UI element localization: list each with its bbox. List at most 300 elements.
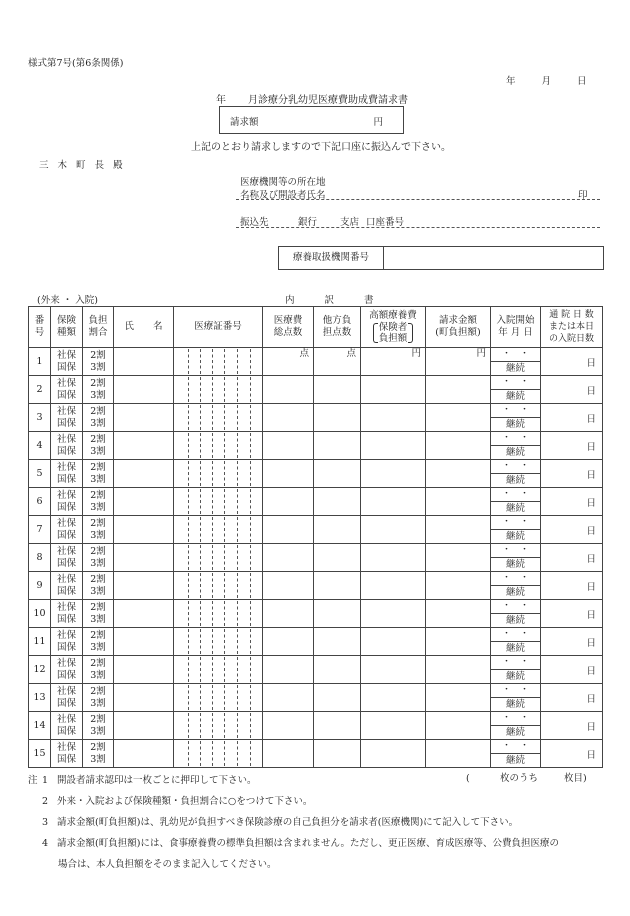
breakdown-title [285, 292, 374, 306]
insurance-option-kokuho[interactable]: 国保 [56, 557, 76, 569]
high-cost-cell[interactable] [361, 544, 426, 572]
ratio-option-2[interactable]: 2割 [90, 601, 106, 613]
header-admission-start: 入院開始 年 月 日 [491, 307, 541, 348]
high-cost-cell[interactable] [361, 432, 426, 460]
ratio-option-3[interactable]: 3割 [90, 417, 106, 429]
continuation-label[interactable]: 継続 [505, 755, 525, 766]
institution-number-box [278, 246, 604, 270]
admission-start-cell[interactable] [491, 628, 541, 656]
days-cell[interactable] [541, 684, 603, 712]
sheet-of-label: 枚のうち [500, 773, 539, 784]
other-points-cell[interactable] [314, 544, 361, 572]
burden-ratio-cell[interactable] [83, 572, 114, 600]
card-number-cell[interactable] [174, 712, 263, 740]
insurance-type-cell[interactable] [51, 712, 83, 740]
card-number-cell[interactable] [174, 376, 263, 404]
burden-ratio-cell[interactable] [83, 600, 114, 628]
other-points-cell[interactable] [314, 516, 361, 544]
name-cell[interactable] [114, 516, 174, 544]
name-cell[interactable] [114, 404, 174, 432]
total-points-cell[interactable] [263, 740, 314, 768]
insurance-type-cell[interactable] [51, 656, 83, 684]
days-cell[interactable] [541, 544, 603, 572]
high-cost-cell[interactable] [361, 488, 426, 516]
burden-ratio-cell[interactable] [83, 544, 114, 572]
claim-amount-cell[interactable] [426, 684, 491, 712]
total-points-cell[interactable] [263, 404, 314, 432]
card-number-cell[interactable] [174, 572, 263, 600]
name-cell[interactable] [114, 628, 174, 656]
continuation-label[interactable]: 継続 [505, 503, 525, 514]
high-cost-cell[interactable] [361, 628, 426, 656]
name-cell[interactable] [114, 684, 174, 712]
high-cost-cell[interactable] [361, 572, 426, 600]
other-points-cell[interactable] [314, 712, 361, 740]
admission-start-cell[interactable] [491, 460, 541, 488]
admission-start-cell[interactable] [491, 684, 541, 712]
days-unit: 日 [586, 413, 596, 425]
name-cell[interactable] [114, 740, 174, 768]
days-cell[interactable] [541, 740, 603, 768]
card-number-cell[interactable] [174, 684, 263, 712]
insurance-option-kokuho[interactable]: 国保 [56, 445, 76, 457]
high-cost-cell[interactable] [361, 404, 426, 432]
admission-start-cell[interactable] [491, 572, 541, 600]
admission-date-field[interactable]: ・ ・ [491, 516, 540, 530]
burden-ratio-cell[interactable] [83, 684, 114, 712]
row-number: 3 [29, 404, 51, 432]
other-points-cell[interactable] [314, 432, 361, 460]
seal-label: 印 [578, 190, 588, 201]
total-points-cell[interactable] [263, 376, 314, 404]
other-points-cell[interactable] [314, 404, 361, 432]
note-number: 1 [42, 775, 49, 786]
total-points-cell[interactable] [263, 348, 314, 376]
header-number: 番 号 [29, 307, 51, 348]
admission-date-field[interactable]: ・ ・ [491, 348, 540, 362]
insurance-option-kokuho[interactable]: 国保 [56, 669, 76, 681]
insurance-option-shaho[interactable]: 社保 [56, 601, 76, 613]
card-number-cell[interactable] [174, 460, 263, 488]
ratio-option-2[interactable]: 2割 [90, 517, 106, 529]
ratio-option-3[interactable]: 3割 [90, 557, 106, 569]
total-points-cell[interactable] [263, 516, 314, 544]
burden-ratio-cell[interactable] [83, 656, 114, 684]
days-cell[interactable] [541, 404, 603, 432]
form-number: 様式第7号(第6条関係) [28, 58, 124, 69]
insurance-option-shaho[interactable]: 社保 [56, 657, 76, 669]
insurance-option-kokuho[interactable]: 国保 [56, 389, 76, 401]
claim-amount-cell[interactable] [426, 600, 491, 628]
total-points-cell[interactable] [263, 460, 314, 488]
admission-start-cell[interactable] [491, 656, 541, 684]
notes [28, 770, 559, 875]
admission-date-field[interactable]: ・ ・ [491, 712, 540, 726]
total-points-cell[interactable] [263, 628, 314, 656]
insurance-type-cell[interactable] [51, 740, 83, 768]
ratio-option-3[interactable]: 3割 [90, 473, 106, 485]
admission-date-field[interactable]: ・ ・ [491, 544, 540, 558]
row-number: 7 [29, 516, 51, 544]
continuation-label[interactable]: 継続 [505, 559, 525, 570]
table-row [29, 376, 603, 404]
days-cell[interactable] [541, 516, 603, 544]
insurance-option-kokuho[interactable]: 国保 [56, 753, 76, 765]
admission-date-field[interactable]: ・ ・ [491, 740, 540, 754]
other-points-cell[interactable] [314, 656, 361, 684]
claim-amount-cell[interactable] [426, 348, 491, 376]
insurance-type-cell[interactable] [51, 376, 83, 404]
days-unit: 日 [586, 525, 596, 537]
high-cost-cell[interactable] [361, 376, 426, 404]
row-number: 15 [29, 740, 51, 768]
institution-number-input[interactable] [384, 247, 603, 269]
name-cell[interactable] [114, 376, 174, 404]
high-cost-cell[interactable] [361, 656, 426, 684]
admission-date-field[interactable]: ・ ・ [491, 572, 540, 586]
admission-date-field[interactable]: ・ ・ [491, 628, 540, 642]
days-cell[interactable] [541, 600, 603, 628]
claim-amount-cell[interactable] [426, 488, 491, 516]
insurance-type-cell[interactable] [51, 544, 83, 572]
total-points-cell[interactable] [263, 684, 314, 712]
breakdown-title-2: 訳 [324, 295, 335, 306]
breakdown-title-3: 書 [364, 295, 374, 306]
high-cost-cell[interactable] [361, 348, 426, 376]
insurance-option-shaho[interactable]: 社保 [56, 433, 76, 445]
insurance-option-kokuho[interactable]: 国保 [56, 417, 76, 429]
name-cell[interactable] [114, 488, 174, 516]
points-unit: 点 [299, 348, 309, 359]
name-cell[interactable] [114, 656, 174, 684]
high-cost-cell[interactable] [361, 600, 426, 628]
continuation-label[interactable]: 継続 [505, 363, 525, 374]
insurance-option-kokuho[interactable]: 国保 [56, 529, 76, 541]
total-points-cell[interactable] [263, 544, 314, 572]
insurance-type-cell[interactable] [51, 684, 83, 712]
high-cost-cell[interactable] [361, 516, 426, 544]
card-number-cell[interactable] [174, 348, 263, 376]
ratio-option-3[interactable]: 3割 [90, 361, 106, 373]
ratio-option-2[interactable]: 2割 [90, 461, 106, 473]
insurance-option-kokuho[interactable]: 国保 [56, 725, 76, 737]
header-other-points: 他方負 担点数 [314, 307, 361, 348]
claim-amount-cell[interactable] [426, 572, 491, 600]
days-cell[interactable] [541, 572, 603, 600]
ratio-option-2[interactable]: 2割 [90, 489, 106, 501]
burden-ratio-cell[interactable] [83, 516, 114, 544]
other-points-cell[interactable] [314, 460, 361, 488]
days-cell[interactable] [541, 712, 603, 740]
burden-ratio-cell[interactable] [83, 460, 114, 488]
name-cell[interactable] [114, 712, 174, 740]
insurance-option-shaho[interactable]: 社保 [56, 573, 76, 585]
header-high-cost: 高額療養費 保険者 負担額 [361, 307, 426, 348]
insurance-type-cell[interactable] [51, 460, 83, 488]
note-text: 外来・入院および保険種類・負担割合に○をつけて下さい。 [57, 796, 313, 807]
continuation-label[interactable]: 継続 [505, 447, 525, 458]
admission-start-cell[interactable] [491, 376, 541, 404]
note-text: 開設者請求認印は一枚ごとに押印して下さい。 [57, 775, 257, 786]
ratio-option-3[interactable]: 3割 [90, 669, 106, 681]
table-row [29, 488, 603, 516]
burden-ratio-cell[interactable] [83, 628, 114, 656]
other-points-cell[interactable] [314, 572, 361, 600]
ratio-option-3[interactable]: 3割 [90, 641, 106, 653]
insurance-option-kokuho[interactable]: 国保 [56, 697, 76, 709]
admission-date-field[interactable]: ・ ・ [491, 376, 540, 390]
row-number: 9 [29, 572, 51, 600]
claim-amount-cell[interactable] [426, 516, 491, 544]
admission-date-field[interactable]: ・ ・ [491, 460, 540, 474]
high-cost-cell[interactable] [361, 740, 426, 768]
admission-start-cell[interactable] [491, 348, 541, 376]
ratio-option-3[interactable]: 3割 [90, 697, 106, 709]
claim-amount-cell[interactable] [426, 460, 491, 488]
header-burden-ratio: 負担 割合 [83, 307, 114, 348]
ratio-option-2[interactable]: 2割 [90, 433, 106, 445]
other-points-cell[interactable] [314, 684, 361, 712]
table-row [29, 628, 603, 656]
continuation-label[interactable]: 継続 [505, 391, 525, 402]
ratio-option-3[interactable]: 3割 [90, 725, 106, 737]
address-label: 医療機関等の所在地 [240, 177, 326, 188]
other-points-cell[interactable] [314, 348, 361, 376]
admission-start-cell[interactable] [491, 516, 541, 544]
burden-ratio-cell[interactable] [83, 348, 114, 376]
admission-date-field[interactable]: ・ ・ [491, 404, 540, 418]
insurance-option-kokuho[interactable]: 国保 [56, 501, 76, 513]
ratio-option-3[interactable]: 3割 [90, 585, 106, 597]
insurance-option-kokuho[interactable]: 国保 [56, 473, 76, 485]
high-cost-cell[interactable] [361, 684, 426, 712]
admission-start-cell[interactable] [491, 432, 541, 460]
claim-amount-cell[interactable] [426, 712, 491, 740]
header-total-points: 医療費 総点数 [263, 307, 314, 348]
insurance-type-cell[interactable] [51, 628, 83, 656]
days-unit: 日 [586, 581, 596, 593]
note-number: 2 [42, 796, 49, 807]
ratio-option-3[interactable]: 3割 [90, 389, 106, 401]
claim-amount-cell[interactable] [426, 656, 491, 684]
claim-amount-cell[interactable] [426, 628, 491, 656]
days-cell[interactable] [541, 460, 603, 488]
card-number-cell[interactable] [174, 516, 263, 544]
date-field[interactable] [506, 73, 587, 87]
admission-start-cell[interactable] [491, 404, 541, 432]
high-cost-cell[interactable] [361, 460, 426, 488]
insurance-option-shaho[interactable]: 社保 [56, 713, 76, 725]
burden-ratio-cell[interactable] [83, 376, 114, 404]
ratio-option-3[interactable]: 3割 [90, 613, 106, 625]
note-text: 請求金額(町負担額)には、食事療養費の標準負担額は含まれません。ただし、更正医療、育成医療等、公費負担医療の [57, 838, 560, 849]
card-number-cell[interactable] [174, 656, 263, 684]
table-row [29, 740, 603, 768]
admission-start-cell[interactable] [491, 488, 541, 516]
name-cell[interactable] [114, 600, 174, 628]
continuation-label[interactable]: 継続 [505, 419, 525, 430]
admission-start-cell[interactable] [491, 712, 541, 740]
insurance-option-shaho[interactable]: 社保 [56, 629, 76, 641]
ratio-option-2[interactable]: 2割 [90, 573, 106, 585]
ratio-option-2[interactable]: 2割 [90, 629, 106, 641]
total-points-cell[interactable] [263, 600, 314, 628]
name-cell[interactable] [114, 572, 174, 600]
days-unit: 日 [586, 665, 596, 677]
row-number: 10 [29, 600, 51, 628]
insurance-option-shaho[interactable]: 社保 [56, 461, 76, 473]
continuation-label[interactable]: 継続 [505, 699, 525, 710]
admission-start-cell[interactable] [491, 740, 541, 768]
card-number-cell[interactable] [174, 600, 263, 628]
insurance-type-cell[interactable] [51, 404, 83, 432]
days-cell[interactable] [541, 432, 603, 460]
days-unit: 日 [586, 637, 596, 649]
claim-amount-cell[interactable] [426, 544, 491, 572]
insurance-option-kokuho[interactable]: 国保 [56, 585, 76, 597]
note-4 [28, 833, 559, 854]
days-cell[interactable] [541, 656, 603, 684]
note-3 [28, 812, 559, 833]
burden-ratio-cell[interactable] [83, 488, 114, 516]
claim-amount-cell[interactable] [426, 376, 491, 404]
breakdown-table [28, 306, 603, 768]
name-cell[interactable] [114, 348, 174, 376]
page-title [216, 91, 408, 106]
admission-date-field[interactable]: ・ ・ [491, 600, 540, 614]
table-header-row [29, 307, 603, 348]
claim-amount-cell[interactable] [426, 404, 491, 432]
name-cell[interactable] [114, 432, 174, 460]
admission-date-field[interactable]: ・ ・ [491, 488, 540, 502]
days-cell[interactable] [541, 628, 603, 656]
continuation-label[interactable]: 継続 [505, 475, 525, 486]
name-label: 名称及び開設者氏名 [240, 190, 326, 201]
high-cost-cell[interactable] [361, 712, 426, 740]
title-text: 月診療分乳幼児医療費助成費請求書 [248, 95, 408, 106]
insurance-option-shaho[interactable]: 社保 [56, 545, 76, 557]
bank-transfer-row[interactable] [240, 214, 404, 228]
note-prefix: 注 [28, 775, 38, 786]
date-month-label: 月 [541, 76, 552, 87]
ratio-option-3[interactable]: 3割 [90, 529, 106, 541]
other-points-cell[interactable] [314, 600, 361, 628]
burden-ratio-cell[interactable] [83, 740, 114, 768]
admission-start-cell[interactable] [491, 600, 541, 628]
days-unit: 日 [586, 469, 596, 481]
insurance-option-kokuho[interactable]: 国保 [56, 361, 76, 373]
insurance-type-cell[interactable] [51, 600, 83, 628]
ratio-option-2[interactable]: 2割 [90, 349, 106, 361]
continuation-label[interactable]: 継続 [505, 587, 525, 598]
total-points-cell[interactable] [263, 712, 314, 740]
sheet-count[interactable] [466, 770, 587, 784]
days-cell[interactable] [541, 488, 603, 516]
ratio-option-3[interactable]: 3割 [90, 501, 106, 513]
bank-label: 銀行 [298, 217, 318, 228]
insurance-option-shaho[interactable]: 社保 [56, 517, 76, 529]
total-points-cell[interactable] [263, 656, 314, 684]
insurance-option-shaho[interactable]: 社保 [56, 685, 76, 697]
insurance-type-cell[interactable] [51, 488, 83, 516]
insurance-type-cell[interactable] [51, 516, 83, 544]
name-cell[interactable] [114, 544, 174, 572]
other-points-cell[interactable] [314, 488, 361, 516]
ratio-option-2[interactable]: 2割 [90, 685, 106, 697]
insurance-type-cell[interactable] [51, 432, 83, 460]
admission-date-field[interactable]: ・ ・ [491, 432, 540, 446]
total-points-cell[interactable] [263, 572, 314, 600]
insurance-option-shaho[interactable]: 社保 [56, 377, 76, 389]
days-cell[interactable] [541, 376, 603, 404]
other-points-cell[interactable] [314, 628, 361, 656]
insurance-option-kokuho[interactable]: 国保 [56, 613, 76, 625]
sheet-open-paren: ( [466, 773, 470, 784]
other-points-cell[interactable] [314, 376, 361, 404]
ratio-option-2[interactable]: 2割 [90, 405, 106, 417]
continuation-label[interactable]: 継続 [505, 643, 525, 654]
other-points-cell[interactable] [314, 740, 361, 768]
ratio-option-2[interactable]: 2割 [90, 657, 106, 669]
burden-ratio-cell[interactable] [83, 404, 114, 432]
days-unit: 日 [586, 441, 596, 453]
name-cell[interactable] [114, 460, 174, 488]
visit-type-selector[interactable]: (外来 ・ 入院) [37, 295, 98, 306]
claim-amount-cell[interactable] [426, 432, 491, 460]
card-number-cell[interactable] [174, 740, 263, 768]
insurance-option-shaho[interactable]: 社保 [56, 405, 76, 417]
burden-ratio-cell[interactable] [83, 432, 114, 460]
ratio-option-2[interactable]: 2割 [90, 713, 106, 725]
card-number-cell[interactable] [174, 488, 263, 516]
insurance-option-shaho[interactable]: 社保 [56, 741, 76, 753]
admission-date-field[interactable]: ・ ・ [491, 684, 540, 698]
insurance-option-kokuho[interactable]: 国保 [56, 641, 76, 653]
continuation-label[interactable]: 継続 [505, 615, 525, 626]
ratio-option-2[interactable]: 2割 [90, 545, 106, 557]
claim-amount-box[interactable] [219, 106, 404, 134]
days-unit: 日 [586, 385, 596, 397]
header-name: 氏 名 [114, 307, 174, 348]
insurance-option-shaho[interactable]: 社保 [56, 349, 76, 361]
continuation-label[interactable]: 継続 [505, 727, 525, 738]
date-day-label: 日 [577, 76, 587, 87]
days-cell[interactable] [541, 348, 603, 376]
ratio-option-2[interactable]: 2割 [90, 741, 106, 753]
note-number: 3 [42, 817, 49, 828]
continuation-label[interactable]: 継続 [505, 671, 525, 682]
ratio-option-2[interactable]: 2割 [90, 377, 106, 389]
ratio-option-3[interactable]: 3割 [90, 445, 106, 457]
card-number-cell[interactable] [174, 404, 263, 432]
admission-start-cell[interactable] [491, 544, 541, 572]
insurance-type-cell[interactable] [51, 572, 83, 600]
card-number-cell[interactable] [174, 544, 263, 572]
burden-ratio-cell[interactable] [83, 712, 114, 740]
ratio-option-3[interactable]: 3割 [90, 753, 106, 765]
card-number-cell[interactable] [174, 628, 263, 656]
continuation-label[interactable]: 継続 [505, 531, 525, 542]
total-points-cell[interactable] [263, 488, 314, 516]
admission-date-field[interactable]: ・ ・ [491, 656, 540, 670]
claim-amount-cell[interactable] [426, 740, 491, 768]
insurance-option-shaho[interactable]: 社保 [56, 489, 76, 501]
total-points-cell[interactable] [263, 432, 314, 460]
applicant-name-line[interactable] [236, 199, 600, 200]
card-number-cell[interactable] [174, 432, 263, 460]
branch-label: 支店 [340, 217, 360, 228]
insurance-type-cell[interactable] [51, 348, 83, 376]
